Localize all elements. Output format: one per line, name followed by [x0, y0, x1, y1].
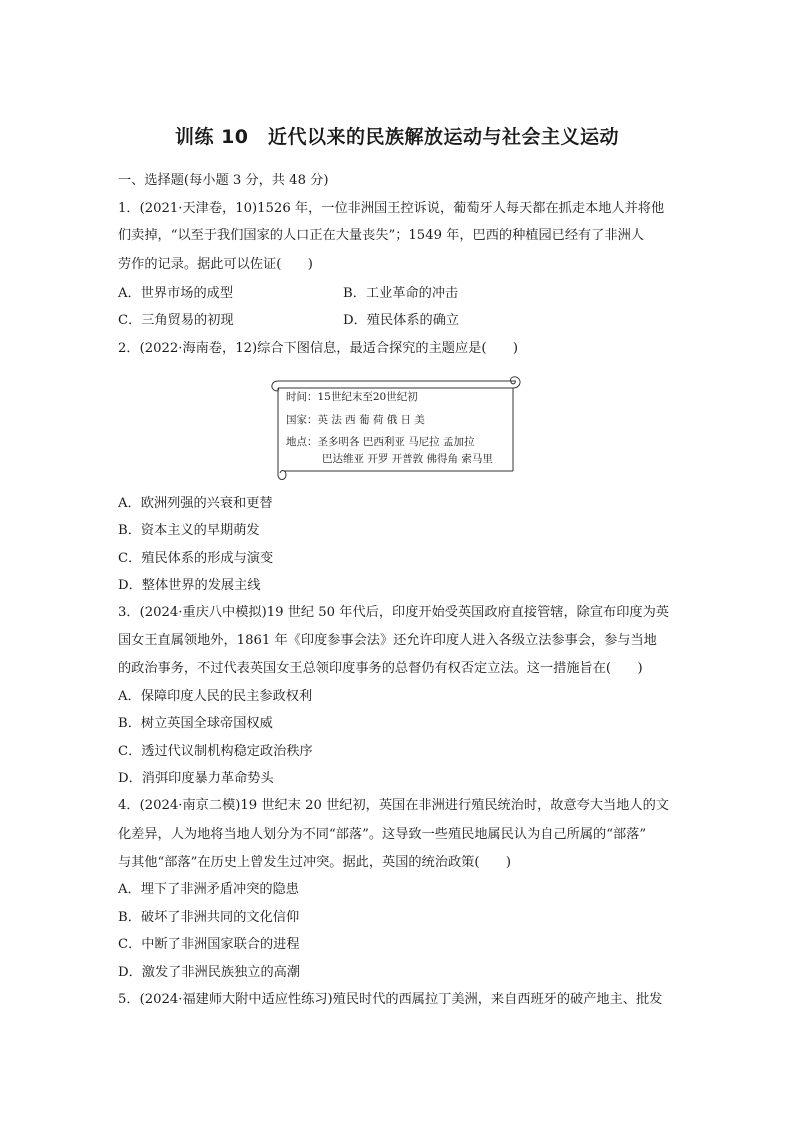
- q5-line-1: 5．(2024·福建师大附中适应性练习)殖民时代的西属拉丁美洲，来自西班牙的破产地主、批发: [118, 992, 663, 1007]
- q2-option-b[interactable]: B．资本主义的早期萌发: [118, 523, 260, 538]
- q4-option-b[interactable]: B．破坏了非洲共同的文化信仰: [118, 910, 300, 925]
- scroll-places-1: 地点：圣多明各 巴西利亚 马尼拉 孟加拉: [286, 436, 475, 448]
- q4-option-c[interactable]: C．中断了非洲国家联合的进程: [118, 937, 300, 952]
- q3-line-1: 3．(2024·重庆八中模拟)19 世纪 50 年代后，印度开始受英国政府直接管辖，除宣布印度为英: [118, 605, 669, 620]
- scroll-countries: 国家：英 法 西 葡 荷 俄 日 美: [286, 414, 425, 426]
- scroll-figure: [268, 373, 526, 483]
- scroll-time: 时间：15世纪末至20世纪初: [286, 391, 418, 403]
- q2-option-a[interactable]: A．欧洲列强的兴衰和更替: [118, 496, 273, 511]
- page-title: 训练 10 近代以来的民族解放运动与社会主义运动: [174, 126, 620, 148]
- q3-option-c[interactable]: C．透过代议制机构稳定政治秩序: [118, 744, 313, 759]
- q3-line-3: 的政治事务，不过代表英国女王总领印度事务的总督仍有权否定立法。这一措施旨在( ): [118, 661, 643, 676]
- scroll-places-2: 巴达维亚 开罗 开普敦 佛得角 索马里: [322, 453, 493, 465]
- q4-line-3: 与其他“部落”在历史上曾发生过冲突。据此，英国的统治政策( ): [118, 855, 512, 870]
- q2-line-1: 2．(2022·海南卷，12)综合下图信息，最适合探究的主题应是( ): [118, 341, 519, 356]
- q4-line-1: 4．(2024·南京二模)19 世纪末 20 世纪初，英国在非洲进行殖民统治时，故意夸大当地人的文: [118, 798, 669, 813]
- q1-line-1: 1．(2021·天津卷，10)1526 年，一位非洲国王控诉说，葡萄牙人每天都在抓走本地人并将他: [118, 201, 665, 216]
- q4-option-a[interactable]: A．埋下了非洲矛盾冲突的隐患: [118, 882, 299, 897]
- q1-line-2: 们卖掉，“以至于我们国家的人口正在大量丧失”；1549 年，巴西的种植园已经有了非洲人: [118, 228, 644, 243]
- q3-option-a[interactable]: A．保障印度人民的民主参政权利: [118, 689, 313, 704]
- q1-option-c[interactable]: C．三角贸易的初现: [118, 313, 234, 328]
- q1-option-a[interactable]: A．世界市场的成型: [118, 286, 234, 301]
- q3-line-2: 国女王直属领地外，1861 年《印度参事会法》还允许印度人进入各级立法参事会，参与当地: [118, 633, 657, 648]
- q3-option-d[interactable]: D．消弭印度暴力革命势头: [118, 771, 274, 786]
- q1-option-d[interactable]: D．殖民体系的确立: [343, 313, 460, 328]
- q2-option-d[interactable]: D．整体世界的发展主线: [118, 578, 261, 593]
- section-heading: 一、选择题(每小题 3 分，共 48 分): [118, 173, 329, 188]
- q1-line-3: 劳作的记录。据此可以佐证( ): [118, 257, 313, 272]
- q4-option-d[interactable]: D．激发了非洲民族独立的高潮: [118, 965, 301, 980]
- q3-option-b[interactable]: B．树立英国全球帝国权威: [118, 716, 273, 731]
- q2-option-c[interactable]: C．殖民体系的形成与演变: [118, 551, 274, 566]
- q4-line-2: 化差异，人为地将当地人划分为不同“部落”。这导致一些殖民地属民认为自己所属的“部落”: [118, 827, 647, 842]
- q1-option-b[interactable]: B．工业革命的冲击: [343, 286, 459, 301]
